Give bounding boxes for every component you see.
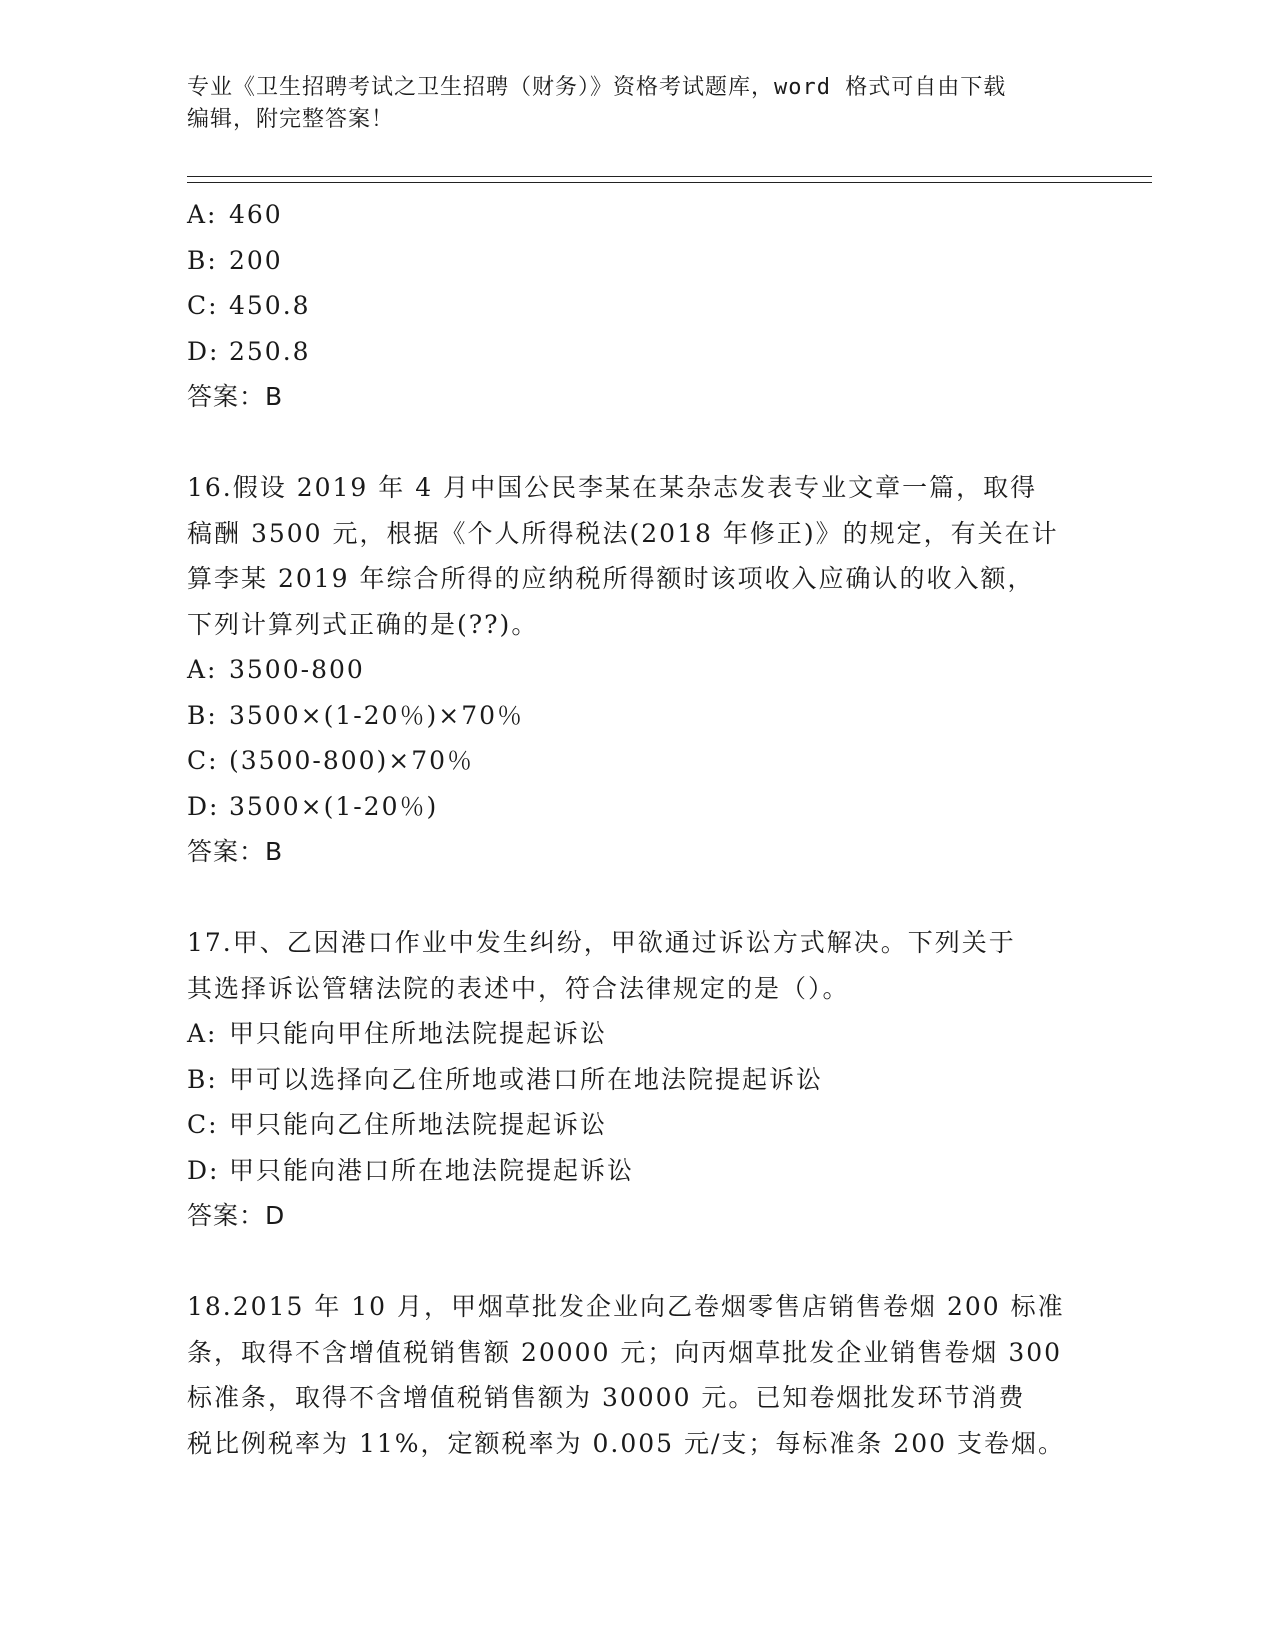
option-d: D: 250.8: [187, 336, 311, 366]
spacer: [187, 1239, 1147, 1285]
question-text-line: 条，取得不含增值税销售额 20000 元；向丙烟草批发企业销售卷烟 300: [187, 1337, 1063, 1367]
option-d: D: 甲只能向港口所在地法院提起诉讼: [187, 1155, 635, 1185]
option-d: D: 3500×(1-20％): [187, 791, 439, 821]
option-c: C: 甲只能向乙住所地法院提起诉讼: [187, 1110, 608, 1139]
question-18: [187, 1284, 1147, 1466]
question-15-options: [187, 192, 1147, 420]
spacer: [187, 420, 1147, 466]
answer-15: 答案：B: [187, 382, 284, 411]
question-16: [187, 465, 1147, 875]
header-divider-bottom: [187, 182, 1152, 183]
question-text-line: 17.甲、乙因港口作业中发生纠纷，甲欲通过诉讼方式解决。下列关于: [187, 928, 1016, 957]
question-text-line: 稿酬 3500 元，根据《个人所得税法(2018 年修正)》的规定，有关在计: [187, 518, 1059, 548]
option-b: B: 甲可以选择向乙住所地或港口所在地法院提起诉讼: [187, 1064, 824, 1094]
question-text-line: 标准条，取得不含增值税销售额为 30000 元。已知卷烟批发环节消费: [187, 1383, 1026, 1412]
question-text-line: 算李某 2019 年综合所得的应纳税所得额时该项收入应确认的收入额，: [187, 564, 1035, 593]
question-content: [187, 192, 1147, 1466]
question-text-line: 税比例税率为 11%，定额税率为 0.005 元/支；每标准条 200 支卷烟。: [187, 1428, 1066, 1458]
question-text-line: 18.2015 年 10 月，甲烟草批发企业向乙卷烟零售店销售卷烟 200 标准: [187, 1292, 1065, 1321]
option-a: A: 甲只能向甲住所地法院提起诉讼: [187, 1019, 608, 1048]
answer-17: 答案：D: [187, 1201, 286, 1230]
question-text-line: 16.假设 2019 年 4 月中国公民李某在某杂志发表专业文章一篇，取得: [187, 473, 1038, 502]
answer-16: 答案：B: [187, 837, 284, 866]
option-a: A: 460: [187, 200, 283, 229]
option-b: B: 200: [187, 245, 283, 275]
question-17: [187, 920, 1147, 1239]
option-c: C: (3500-800)×70％: [187, 746, 475, 775]
header-line-1: 专业《卫生招聘考试之卫生招聘（财务）》资格考试题库，word 格式可自由下载: [187, 75, 1007, 100]
option-b: B: 3500×(1-20％)×70％: [187, 700, 525, 730]
option-a: A: 3500-800: [187, 655, 365, 684]
question-text-line: 下列计算列式正确的是(??)。: [187, 609, 539, 639]
option-c: C: 450.8: [187, 291, 311, 320]
document-header: [187, 72, 1067, 136]
header-divider-top: [187, 176, 1152, 177]
header-line-2: 编辑，附完整答案！: [187, 107, 395, 132]
question-text-line: 其选择诉讼管辖法院的表述中，符合法律规定的是（）。: [187, 973, 850, 1003]
spacer: [187, 875, 1147, 921]
